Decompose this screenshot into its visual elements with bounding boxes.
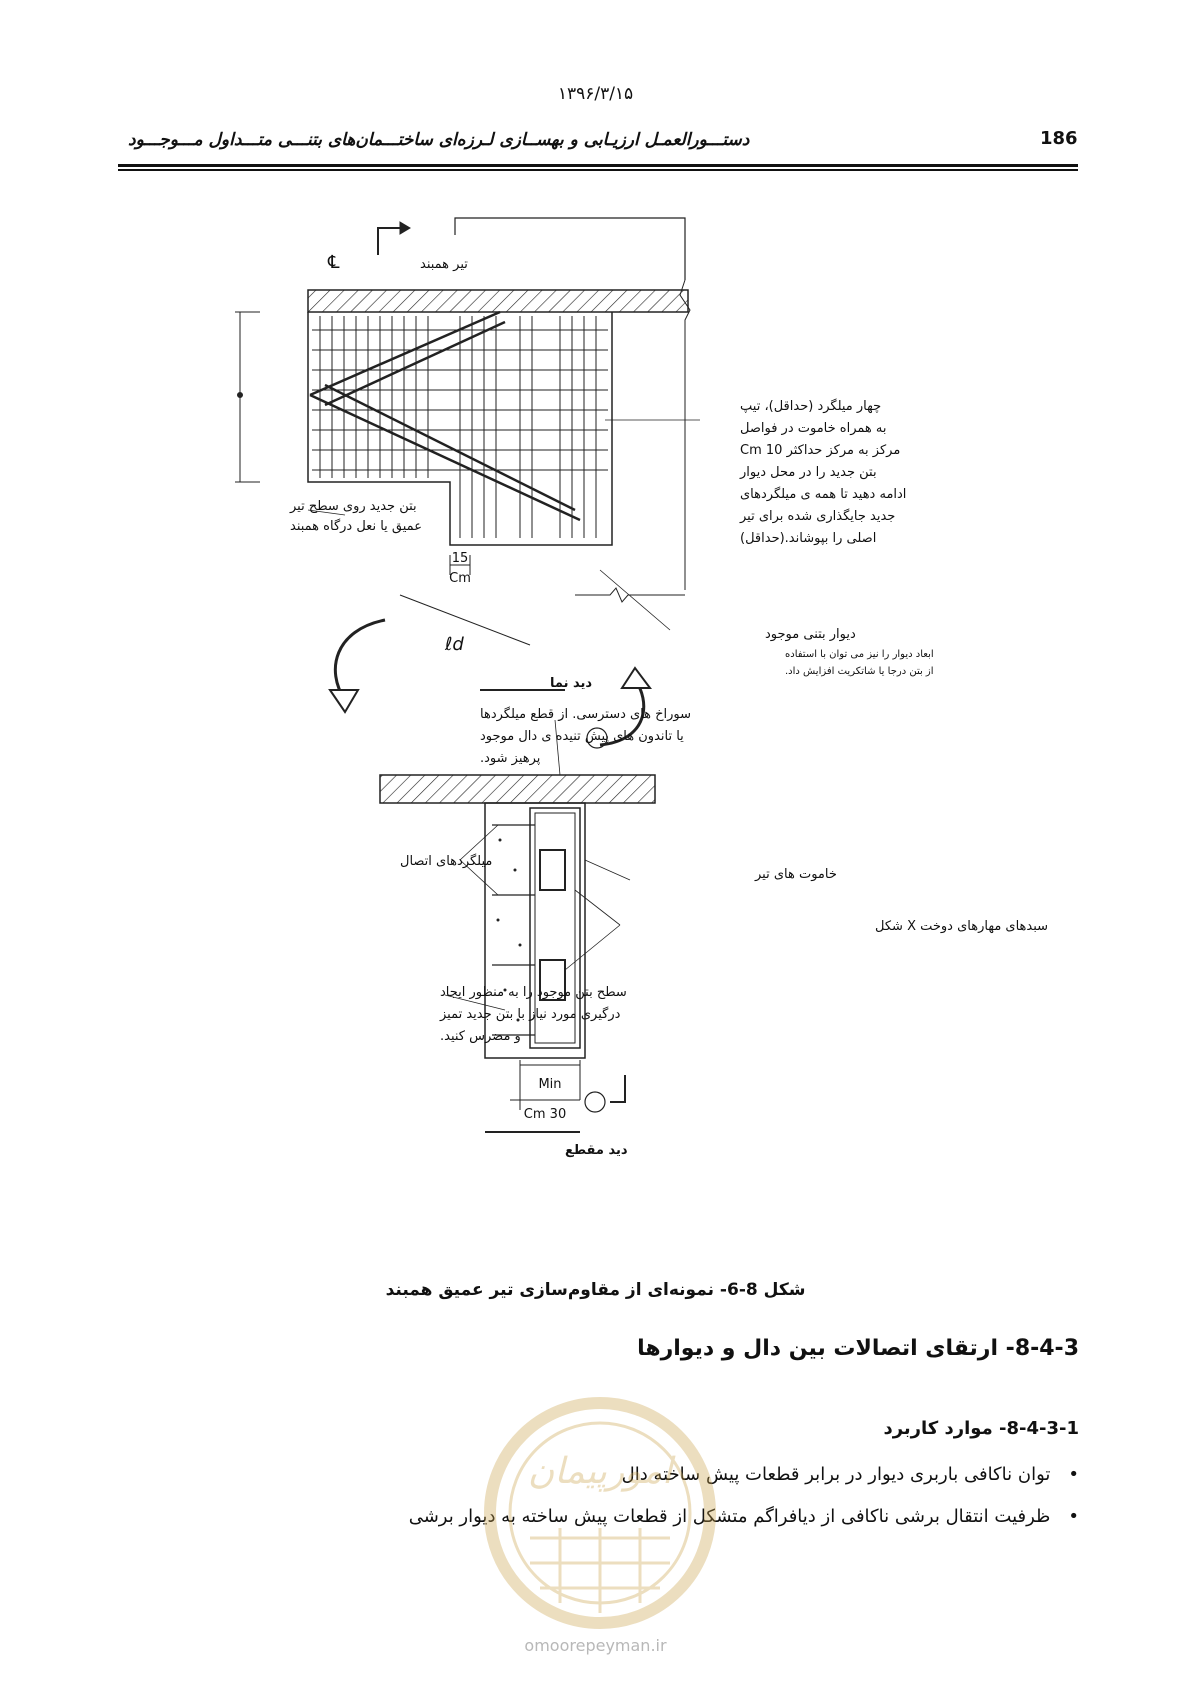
watermark-url: omoorepeyman.ir <box>524 1636 667 1655</box>
centerline-symbol: ℄ <box>328 252 340 273</box>
note-surface-3: و مضرس کنید. <box>440 1029 521 1044</box>
label-connection-bars: میلگردهای اتصال <box>400 854 493 869</box>
bullet-text: ظرفیت انتقال برشی ناکافی از دیافراگم متشکل از قطعات پیش ساخته به دیوار برشی <box>408 1506 1051 1527</box>
dim-30cm: 30 Cm <box>523 1107 567 1122</box>
label-beam-stirrups: خاموت های تیر <box>755 867 837 882</box>
note-holes-3: پرهیز شود. <box>480 751 541 766</box>
note-existing-wall: دیوار بتنی موجود <box>765 627 856 642</box>
note-wall-dims-1: ابعاد دیوار را نیز می توان با استفاده <box>785 649 934 660</box>
dim-min: Min <box>538 1077 562 1092</box>
dim-15: 15 <box>451 551 469 566</box>
note-new-concrete-2: عمیق یا نعل درگاه همبند <box>290 519 422 534</box>
bullet-text: توان ناکافی باربری دیوار در برابر قطعات پیش ساخته دال <box>621 1464 1051 1485</box>
note-rebars-3: مرکز به مرکز حداکثر 10 Cm <box>740 443 901 458</box>
note-rebars-1: چهار میلگرد (حداقل)، تیپ <box>740 399 882 414</box>
elevation-view-label: دید نما <box>550 676 593 691</box>
bullet-dot: • <box>1068 1464 1079 1485</box>
note-new-concrete-1: بتن جدید روی سطح تیر <box>290 499 417 514</box>
ld-label: ℓd <box>445 634 464 655</box>
note-holes-1: سوراخ های دسترسی. از قطع میلگردها <box>480 707 692 722</box>
subsection-heading: 8-4-3-1- موارد کاربرد <box>883 1418 1079 1439</box>
header-rule <box>118 164 1078 167</box>
note-rebars-6: جدید جایگذاری شده برای تیر <box>740 509 896 524</box>
note-wall-dims-2: از بتن درجا یا شاتکریت افزایش داد. <box>785 666 934 677</box>
note-rebars-7: اصلی را بپوشاند.(حداقل) <box>740 531 877 546</box>
bullet-dot: • <box>1068 1506 1079 1527</box>
label-x-ties: سبدهای مهارهای دوخت X شکل <box>875 919 1049 934</box>
dim-cm: Cm <box>449 571 471 586</box>
running-title: دستـــورالعمـل ارزیـابی و بهســازی لـرزه‌ای ساختـــمان‌های بتنـــی متـــداول مـــوجـــود <box>128 130 750 150</box>
figure-labels <box>289 252 1048 1158</box>
note-surface-2: درگیری مورد نیاز با بتن جدید تمیز <box>440 1007 621 1022</box>
section-view-label: دید مقطع <box>565 1143 628 1158</box>
document-date: ۱۳۹۶/۳/۱۵ <box>557 84 634 104</box>
note-surface-1: سطح بتن موجود را به منظور ایجاد <box>440 985 627 1000</box>
note-rebars-5: ادامه دهید تا همه ی میلگردهای <box>740 487 907 502</box>
note-rebars-4: بتن جدید را در محل دیوار <box>740 465 877 480</box>
figure-caption: شکل 8-6- نمونه‌ای از مقاوم‌سازی تیر عمیق همبند <box>385 1280 806 1300</box>
figure-deep-beam-retrofit <box>230 220 1049 1240</box>
header-rule-thin <box>118 169 1078 171</box>
elevation-view <box>235 218 700 745</box>
watermark-logo <box>470 1388 730 1638</box>
page-number: 186 <box>1040 128 1078 149</box>
label-tie-beam: تیر همبند <box>420 257 468 272</box>
note-rebars-2: به همراه خاموت در فواصل <box>740 421 887 436</box>
watermark-logo-text: امورپیمان <box>527 1451 673 1492</box>
note-holes-2: یا تاندون های پیش تنیده ی دال موجود <box>480 729 684 744</box>
section-heading: 8-4-3- ارتقای اتصالات بین دال و دیوارها <box>637 1336 1079 1361</box>
